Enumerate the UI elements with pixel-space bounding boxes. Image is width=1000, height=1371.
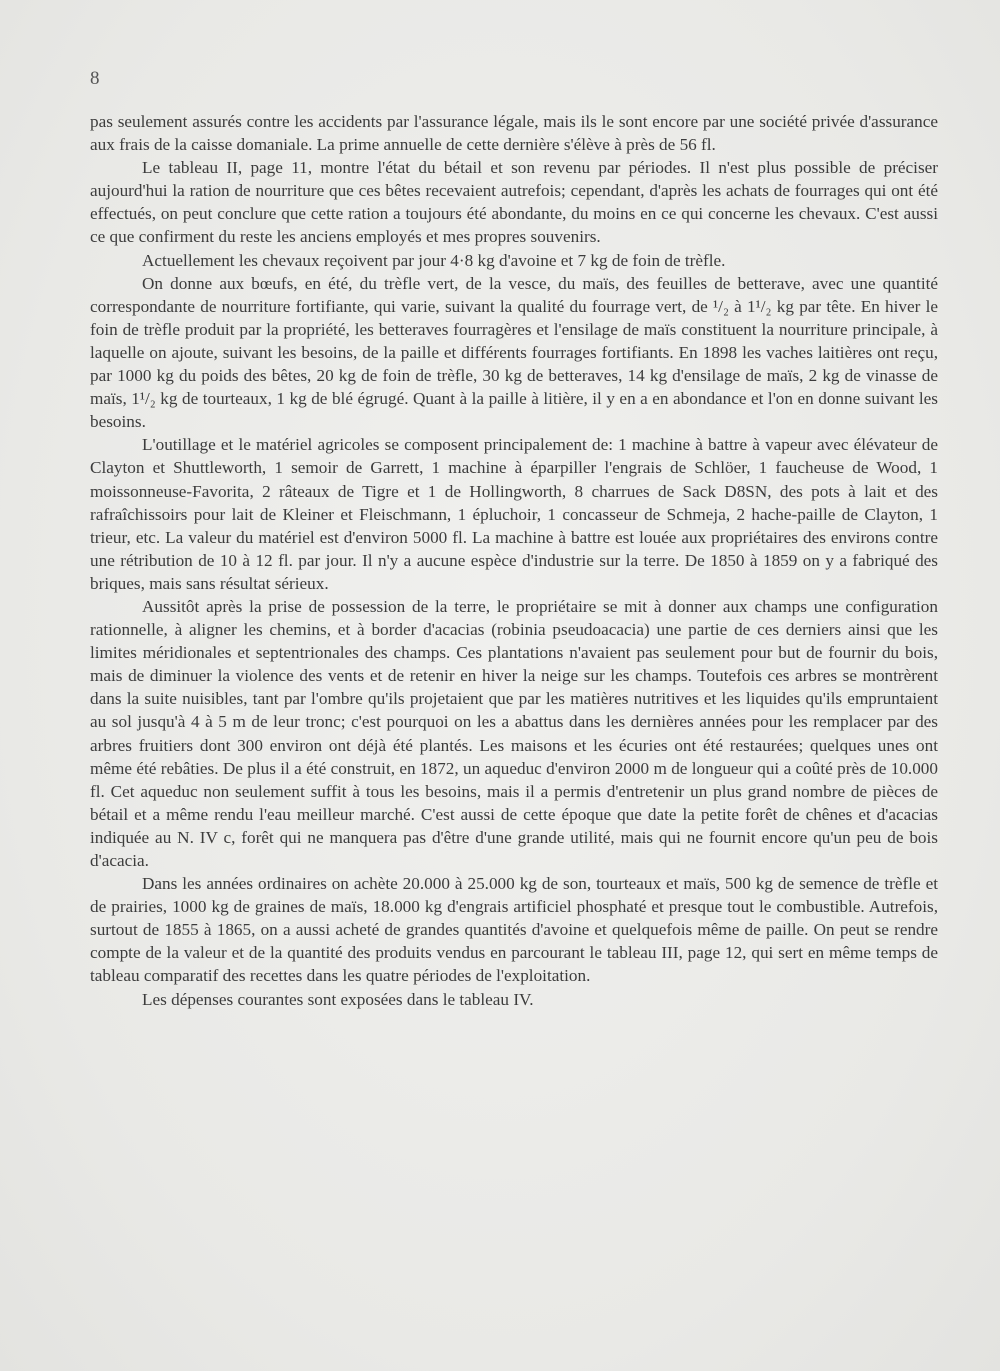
paragraph-8: Les dépenses courantes sont exposées dans le tableau IV. <box>142 989 534 1009</box>
paragraph-1: pas seulement assurés contre les accidents par l'assurance légale, mais ils le sont encore par une société privée d'assurance aux frais de la caisse domaniale. La prime annuelle de cette dernière s'élève à près de 56 fl. <box>90 112 938 155</box>
paragraph-3: Actuellement les chevaux reçoivent par jour 4·8 kg d'avoine et 7 kg de foin de trèfle. <box>142 250 726 270</box>
page-number: 8 <box>90 68 100 89</box>
paragraph-7: Dans les années ordinaires on achète 20.000 à 25.000 kg de son, tourteaux et maïs, 500 kg de semence de trèfle et de prairies, 1000 kg de graines de maïs, 18.000 kg d'engrais artificiel phosphaté et presque tout le combustible. Autrefois, surtout de 1855 à 1865, on a aussi acheté de grandes quantités d'avoine et quelquefois même de paille. On peut se rendre compte de la valeur et de la quantité des produits vendus en parcourant le tableau III, page 12, qui sert en même temps de tableau comparatif des recettes dans les quatre périodes de l'exploitation. <box>90 874 938 986</box>
paragraph-6: Aussitôt après la prise de possession de la terre, le propriétaire se mit à donner aux champs une configuration rationnelle, à aligner les chemins, et à border d'acacias (robinia pseudoacacia) une partie de ces derniers ainsi que les limites méridionales et septentrionales des champs. Ces plantations n'avaient pas seulement pour but de fournir du bois, mais de diminuer la violence des vents et de retenir en hiver la neige sur les champs. Toutefois ces arbres se montrèrent dans la suite nuisibles, tant par l'ombre qu'ils projetaient que par les matières nutritives et les liquides qu'ils empruntaient au sol jusqu'à 4 à 5 m de leur tronc; c'est pourquoi on les a abattus dans les dernières années pour les remplacer par des arbres fruitiers dont 300 environ ont déjà été plantés. Les maisons et les écuries ont été restaurées; quelques unes ont même été rebâties. De plus il a été construit, en 1872, un aqueduc d'environ 2000 m de longueur qui a coûté près de 10.000 fl. Cet aqueduc non seulement suffit à tous les besoins, mais il a permis d'entretenir un plus grand nombre de pièces de bétail et a même rendu l'eau meilleur marché. C'est aussi de cette époque que date la petite forêt de chênes et d'acacias indiquée au N. IV c, forêt qui ne manquera pas d'être d'une grande utilité, mais qui ne fournit encore qu'un peu de bois d'acacia. <box>90 596 938 870</box>
paragraph-5: L'outillage et le matériel agricoles se composent principalement de: 1 machine à battre à vapeur avec élévateur de Clayton et Shuttleworth, 1 semoir de Garrett, 1 machine à éparpiller l'engrais de Schlöer, 1 faucheuse de Wood, 1 moissonneuse-Favorita, 2 râteaux de Tigre et 1 de Hollingworth, 8 charrues de Sack D8SN, des pots à lait et des rafraîchissoirs pour lait de Kleiner et Fleischmann, 1 épluchoir, 1 concasseur de Schmeja, 2 hache-paille de Clayton, 1 trieur, etc. La valeur du matériel est d'environ 5000 fl. La machine à battre est louée aux propriétaires des environs contre une rétribution de 10 à 12 fl. par jour. Il n'y a aucune espèce d'industrie sur la terre. De 1850 à 1859 on y a fabriqué des briques, mais sans résultat sérieux. <box>90 435 938 593</box>
paragraph-2: Le tableau II, page 11, montre l'état du bétail et son revenu par périodes. Il n'est plus possible de préciser aujourd'hui la ration de nourriture que ces bêtes recevaient autrefois; cependant, d'après les achats de fourrages qui ont été effectués, on peut conclure que cette ration a toujours été abondante, du moins en ce qui concerne les chevaux. C'est aussi ce que confirment du reste les anciens employés et mes propres souvenirs. <box>90 158 938 247</box>
paragraph-4: On donne aux bœufs, en été, du trèfle vert, de la vesce, du maïs, des feuilles de betterave, avec une quantité correspondante de nourriture fortifiante, qui varie, suivant la qualité du fourrage vert, de ¹/₂ à 1¹/₂ kg par tête. En hiver le foin de trèfle produit par la propriété, les betteraves fourragères et l'ensilage de maïs constituent la nourriture principale, à laquelle on ajoute, suivant les besoins, de la paille et différents fourrages fortifiants. En 1898 les vaches laitières ont reçu, par 1000 kg du poids des bêtes, 20 kg de foin de trèfle, 30 kg de betteraves, 14 kg d'ensilage de maïs, 2 kg de vinasse de maïs, 1¹/₂ kg de tourteaux, 1 kg de blé égrugé. Quant à la paille à litière, il y en a en abondance et l'on en donne suivant les besoins. <box>90 273 938 432</box>
body-text <box>90 110 938 1011</box>
